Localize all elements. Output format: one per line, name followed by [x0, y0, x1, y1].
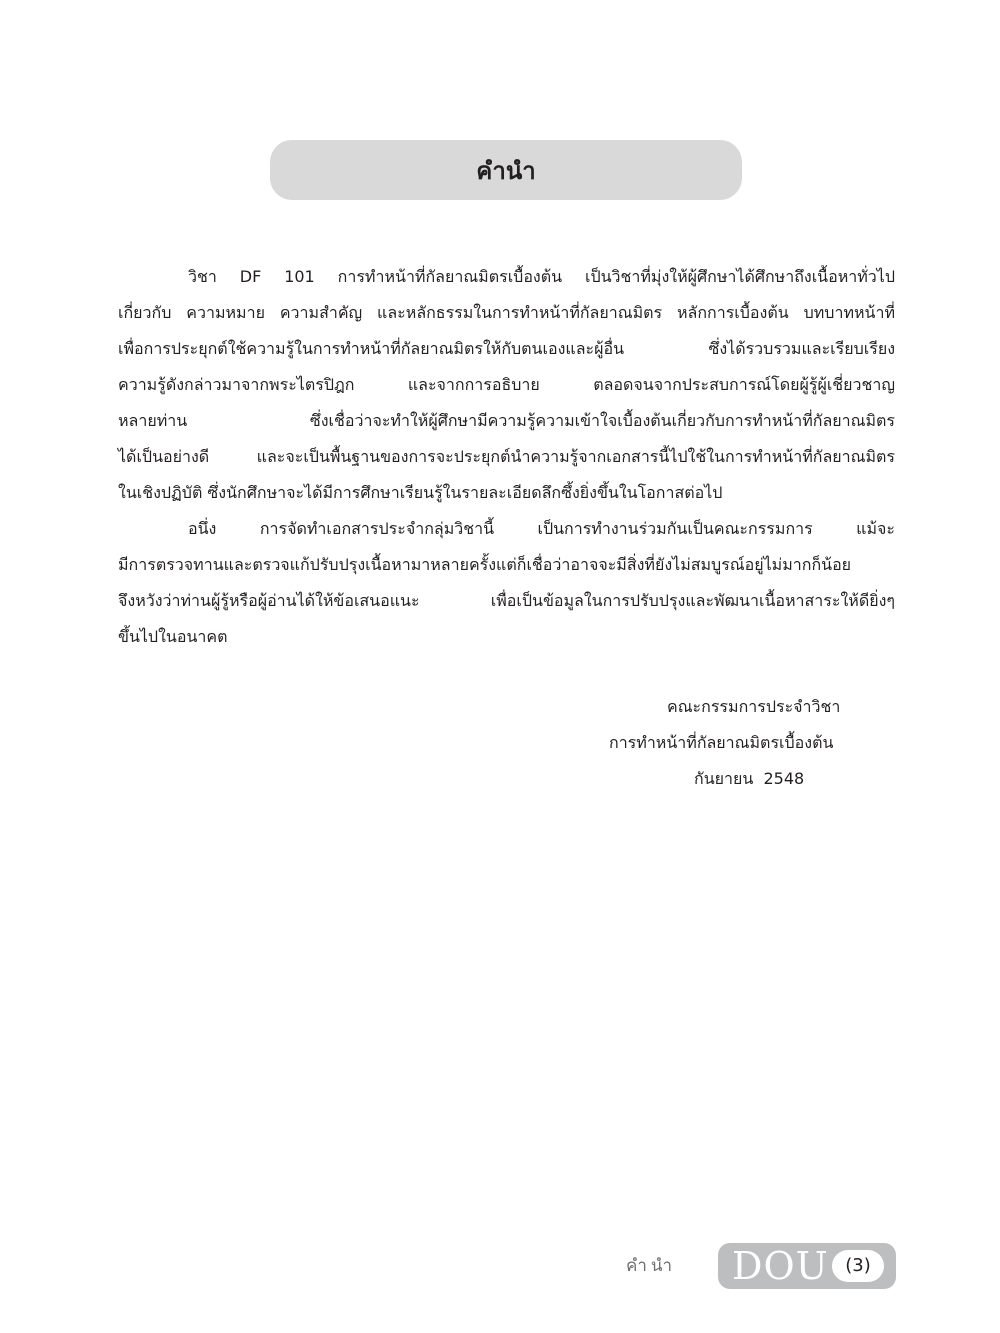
paragraph-1-line-5: หลายท่าน ซึ่งเชื่อว่าจะทำให้ผู้ศึกษามีความรู้ความเข้าใจเบื้องต้นเกี่ยวกับการทำหน้าที่กัลยาณมิตร	[118, 411, 895, 430]
paragraph-1-line-4: ความรู้ดังกล่าวมาจากพระไตรปิฎก และจากการอธิบาย ตลอดจนจากประสบการณ์โดยผู้รู้ผู้เชี่ยวชาญ	[118, 375, 895, 394]
footer-brand-logo: DOU	[732, 1244, 829, 1288]
paragraph-2-line-3: จึงหวังว่าท่านผู้รู้หรือผู้อ่านได้ให้ข้อเสนอแนะ เพื่อเป็นข้อมูลในการปรับปรุงและพัฒนาเนื้อหาสาระให้ดียิ่งๆ	[118, 591, 895, 610]
signature-committee: คณะกรรมการประจำวิชา	[667, 697, 841, 716]
title-banner	[270, 140, 742, 200]
paragraph-1-line-2: เกี่ยวกับ ความหมาย ความสำคัญ และหลักธรรมในการทำหน้าที่กัลยาณมิตร หลักการเบื้องต้น บทบาทหน้าที่	[118, 303, 895, 322]
signature-course: การทำหน้าที่กัลยาณมิตรเบื้องต้น	[609, 733, 834, 752]
paragraph-2-line-1: อนึ่ง การจัดทำเอกสารประจำกลุ่มวิชานี้ เป็นการทำงานร่วมกันเป็นคณะกรรมการ แม้จะ	[188, 519, 895, 538]
footer-badge	[718, 1243, 896, 1289]
paragraph-1-line-7: ในเชิงปฏิบัติ ซึ่งนักศึกษาจะได้มีการศึกษาเรียนรู้ในรายละเอียดลึกซึ้งยิ่งขึ้นในโอกาสต่อไป	[118, 483, 723, 502]
paragraph-1-line-1: วิชา DF 101 การทำหน้าที่กัลยาณมิตรเบื้องต้น เป็นวิชาที่มุ่งให้ผู้ศึกษาได้ศึกษาถึงเนื้อหาทั่วไป	[188, 267, 895, 286]
paragraph-1-line-3: เพื่อการประยุกต์ใช้ความรู้ในการทำหน้าที่กัลยาณมิตรให้กับตนเองและผู้อื่น ซึ่งได้รวบรวมและเรียบเรียง	[118, 339, 895, 358]
signature-date: กันยายน 2548	[694, 769, 805, 788]
page-title: คำนำ	[476, 156, 536, 185]
paragraph-1-line-6: ได้เป็นอย่างดี และจะเป็นพื้นฐานของการจะประยุกต์นำความรู้จากเอกสารนี้ไปใช้ในการทำหน้าที่กัลยาณมิตร	[118, 447, 895, 466]
footer-page-number: (3)	[832, 1250, 884, 1282]
paragraph-2-line-2: มีการตรวจทานและตรวจแก้ปรับปรุงเนื้อหามาหลายครั้งแต่ก็เชื่อว่าอาจจะมีสิ่งที่ยังไม่สมบูรณ์อยู่ไม่มากก็น้อย	[118, 555, 852, 574]
paragraph-2-line-4: ขึ้นไปในอนาคต	[118, 627, 228, 646]
footer-section-label: คำนำ	[626, 1256, 677, 1276]
